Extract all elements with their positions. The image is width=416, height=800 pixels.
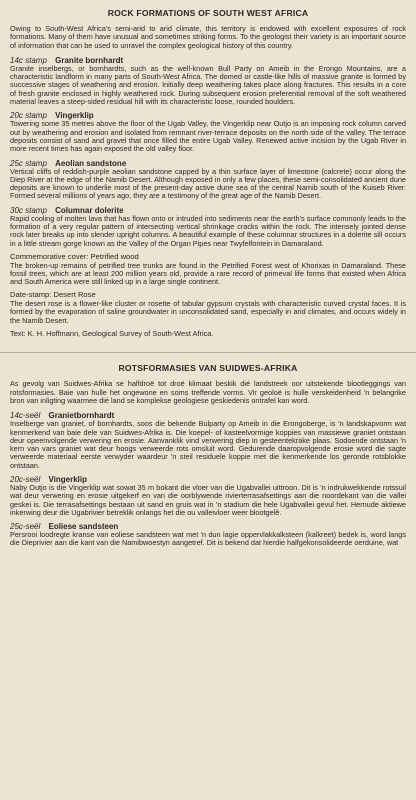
entry-name: Granietbornhardt (48, 411, 115, 421)
datestamp-heading: Date-stamp: Desert Rose (10, 290, 96, 300)
cover-heading: Commemorative cover: Petrified wood (10, 251, 139, 261)
stamp-label: 25c-seël (10, 522, 41, 532)
english-commemorative-cover (10, 253, 406, 286)
entry-text: Naby Outjo is die Vingerklip wat sowat 35 m bokant die vloer van die Ugabvallei uittroon. Dit is 'n indrukwekkende rotssuil wat deur verwering en erosie uitgekerf en van die oorblywende rivierterrasafsettings aan die noordekant van die vallei geskei is. Die terrasafsettings bestaan uit sand en gruis wat in 'n stadium die hele Ugabvallei gevul het. Hernude aktiewe inkerwing deur die Ugabrivier betreklik onlangs het die ou valleivloer weer blootgelê. (10, 482, 406, 517)
english-date-stamp (10, 291, 406, 324)
section-divider (0, 352, 416, 353)
afrikaans-entry-vingerklip (10, 475, 406, 517)
afrikaans-title: ROTSFORMASIES VAN SUIDWES-AFRIKA (118, 363, 298, 374)
cover-text: The broken-up remains of petrified tree trunks are found in the Petrified Forest west of Khorixas in Damaraland. These fossil trees, which are at least 200 million years old, provide a rare record of primeval life forms that existed when Africa and South America were still linked up in a large single continent. (10, 260, 406, 287)
entry-name: Aeolian sandstone (55, 158, 127, 168)
english-intro: Owing to South-West Africa's semi-arid to arid climate, this territory is endowed with excellent exposures of rock formations. Many of them have unusual and sometimes striking forms. To the geologist their variety is an important source of information that can be used to unravel the complex geological history of this country. (10, 24, 406, 50)
entry-name: Vingerklip (48, 474, 88, 484)
afrikaans-entry-graniet (10, 411, 406, 470)
entry-name: Vingerklip (55, 111, 94, 121)
entry-name: Eoliese sandsteen (48, 522, 119, 532)
stamp-label: 30c stamp (10, 205, 47, 215)
entry-text: Rapid cooling of molten lava that has flown onto or intruded into sediments near the earth's surface commonly leads to the formation of a very regular pattern of intersecting vertical shrinkage cracks within the rock. The intensely jointed dense rock later breaks up into slender upright columns. A beautiful example of these columnar structures in a dolerite sill occurs in a little stream gorge known as the Valley of the Organ Pipes near Twyfelfontein in Damaraland. (10, 213, 406, 248)
stamp-label: 14c-seël (10, 411, 41, 421)
entry-text: Towering some 35 metres above the floor of the Ugab Valley, the Vingerklip near Outjo is an imposing rock column carved out by weathering and erosion and isolated from remnant river-terrace deposits on the north side of the valley. The terrace deposits consist of sand and gravel that once filled the entire Ugab Valley. Renewed active incision by the Ugab River in more recent times has again exposed the old valley floor. (10, 119, 406, 154)
stamp-label: 14c stamp (10, 55, 47, 65)
entry-name: Granite bornhardt (55, 55, 124, 65)
english-entry-aeolian (10, 159, 406, 201)
datestamp-text: The desert rose is a flower-like cluster or rosette of tabular gypsum crystals with characteristic curved crystal faces. It is formed by the evaporation of saline groundwater in unconsolidated sand, especially in arid climates, and occurs widely in the Namib Desert. (10, 299, 406, 325)
afrikaans-intro: As gevolg van Suidwes-Afrika se halfdroë tot droë klimaat beskik dié landstreek oor uitstekende blootleggings van rotsformasies. Baie van hulle het ongewone en soms treffende vorms. Vir geoloë is hulle verskeidenheid 'n belangrike bron van inligting waarmee dié land se komplekse geologiese geskiedenis ontrafel kan word. (10, 379, 406, 405)
afrikaans-entry-sandsteen (10, 522, 406, 548)
stamp-label: 20c stamp (10, 111, 47, 121)
english-entry-dolerite (10, 206, 406, 248)
entry-text: Inselberge van graniet, of bornhardts, soos die bekende Bulparty op Ameib in die Erongoberge, is 'n landskapvorm wat kenmerkend van baie dele van Suidwes-Afrika is. Die koepel- of kasteelvormige koppies van massiewe graniet ontstaan deur opeenvolgende verwering en erosie. Aanvanklik vind verwering diep in gesteentekrake plaas. Sodoende ontstaan 'n kern van vars graniet wat deur hoogs verweerde rots omsluit word. Gedurende daaropvolgende erosie word die sagte verweerde materiaal eerste verwyder waardeur 'n steil residuele koppie met die kenmerkende los geronde rotsblokke ontstaan. (10, 419, 406, 470)
english-entry-granite (10, 56, 406, 106)
stamp-label: 25c stamp (10, 158, 47, 168)
entry-text: Persrooi loodregte kranse van eoliese sandsteen wat met 'n dun lagie oppervlakkalksteen (kalkreet) bedek is, word langs die Dieprivier aan die kant van die Namibwoestyn aangetref. Dit is bekend dat hierdie halfgekonsolideerde oerduine, wat (10, 530, 406, 548)
english-credit: Text: K. H. Hoffmann, Geological Survey of South-West Africa. (10, 328, 214, 338)
entry-text: Vertical cliffs of reddish-purple aeolian sandstone capped by a thin surface layer of limestone (calcrete) occur along the Diep River at the edge of the Namib Desert. Although exposed in only a few places, these semi-consolidated ancient dune deposits are known to underlie most of the present-day active dune sea of the central Namib south of the Kuiseb River. Formed several millions of years ago, they are a testimony of the great age of the Namib Desert. (10, 166, 406, 201)
stamp-label: 20c-seël (10, 474, 41, 484)
entry-text: Granite inselbergs, or bornhardts, such as the well-known Bull Party on Ameib in the Erongo Mountains, are a characteristic landform in many parts of South-West Africa. The domed or castle-like hills of massive granite is formed by successive stages of weathering and erosion. Initially deep weathering takes place along fractures. This results in a core of fresh granite enclosed in highly weathered rock. During subsequent erosion preferential removal of the soft weathered material leaves a steep-sided residual hill with its characteristic loose, rounded boulders. (10, 63, 406, 107)
entry-name: Columnar dolerite (55, 205, 124, 215)
english-entry-vingerklip (10, 111, 406, 153)
english-title: ROCK FORMATIONS OF SOUTH WEST AFRICA (107, 8, 309, 18)
